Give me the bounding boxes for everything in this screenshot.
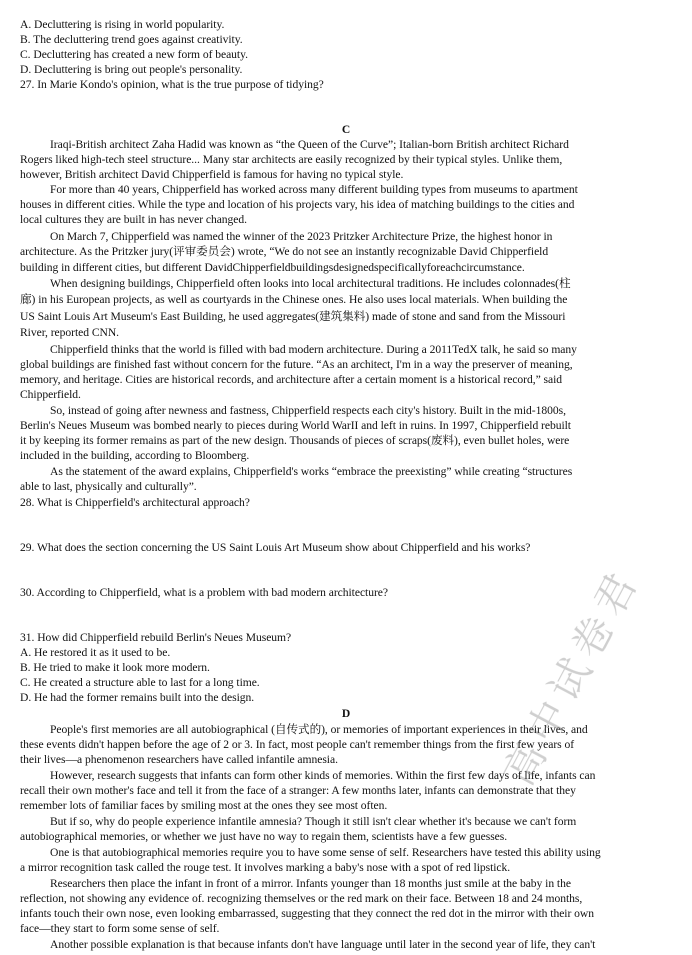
c-para-line: As the statement of the award explains, Chipperfield's works “embrace the preexisting” while creating “structures xyxy=(50,465,573,478)
c-para-line: however, British architect David Chipperfield is famous for having no typical style. xyxy=(20,168,404,181)
d-para-line: infants touch their own nose, even looking embarrassed, suggesting that they connect the red dot in the mirror with their own xyxy=(20,907,594,920)
c-para-line: US Saint Louis Art Museum's East Building, he used aggregates(建筑集料) made of stone and sand from the Missouri xyxy=(20,310,566,323)
d-para-line: People's first memories are all autobiographical (自传式的), or memories of important experiences in their lives, and xyxy=(50,723,588,736)
q31-option-b: B. He tried to make it look more modern. xyxy=(20,661,210,674)
c-para-line: Iraqi-British architect Zaha Hadid was known as “the Queen of the Curve”; Italian-born British architect Richard xyxy=(50,138,569,151)
c-para-line: For more than 40 years, Chipperfield has worked across many different building types from museums to apartment xyxy=(50,183,578,196)
d-para-line: Another possible explanation is that because infants don't have language until later in the second year of life, they can't xyxy=(50,938,596,951)
d-para-line: face—they start to form some sense of self. xyxy=(20,922,220,935)
c-para-line: included in the building, according to Bloomberg. xyxy=(20,449,250,462)
c-para-line: building in different cities, but different DavidChipperfieldbuildingsdesignedspecificallyforeachcircumstance. xyxy=(20,261,525,274)
watermark-text: 高中试卷君 xyxy=(495,559,650,793)
q31-option-c: C. He created a structure able to last for a long time. xyxy=(20,676,260,689)
c-para-line: architecture. As the Pritzker jury(评审委员会) wrote, “We do not see an instantly recognizable David Chipperfield xyxy=(20,245,549,258)
d-para-line: remember lots of familiar faces by smiling most at the ones they see most often. xyxy=(20,799,388,812)
c-para-line: Chipperfield. xyxy=(20,388,81,401)
d-para-line: these events didn't happen before the age of 2 or 3. In fact, most people can't remember things from the first few years of xyxy=(20,738,575,751)
option-a: A. Decluttering is rising in world popularity. xyxy=(20,18,225,31)
d-para-line: reflection, not showing any evidence of. recognizing themselves or the red mark on their face. Between 18 and 24 months, xyxy=(20,892,583,905)
question-29-stem: 29. What does the section concerning the US Saint Louis Art Museum show about Chipperfield and his works? xyxy=(20,541,531,554)
c-para-line: Chipperfield thinks that the world is filled with bad modern architecture. During a 2011TedX talk, he said so many xyxy=(50,343,577,356)
c-para-line: it by keeping its former remains as part of the new design. Thousands of pieces of scraps(废料), even bullet holes, were xyxy=(20,434,570,447)
c-para-line: On March 7, Chipperfield was named the winner of the 2023 Pritzker Architecture Prize, the highest honor in xyxy=(50,230,553,243)
c-para-line: Berlin's Neues Museum was bombed nearly to pieces during World WarII and left in ruins. In 1997, Chipperfield rebuilt xyxy=(20,419,571,432)
c-para-line: houses in different cities. While the type and location of his projects vary, his idea of matching buildings to the cities and xyxy=(20,198,575,211)
c-para-line: Rogers liked high-tech steel structure... Many star architects are easily recognized by their typical styles. Unlike them, xyxy=(20,153,563,166)
option-d: D. Decluttering is bring out people's personality. xyxy=(20,63,243,76)
c-para-line: local cultures they are built in has never changed. xyxy=(20,213,247,226)
question-28-stem: 28. What is Chipperfield's architectural approach? xyxy=(20,496,250,509)
c-para-line: global buildings are finished fast without concern for the future. “As an architect, I'm in a way the preserver of meaning, xyxy=(20,358,573,371)
c-para-line: When designing buildings, Chipperfield often looks into local architectural traditions. He includes colonnades(柱 xyxy=(50,277,571,290)
question-30-stem: 30. According to Chipperfield, what is a problem with bad modern architecture? xyxy=(20,586,388,599)
d-para-line: One is that autobiographical memories require you to have some sense of self. Researchers have tested this ability using xyxy=(50,846,601,859)
c-para-line: So, instead of going after newness and fastness, Chipperfield respects each city's history. Built in the mid-1800s, xyxy=(50,404,566,417)
c-para-line: 廊) in his European projects, as well as courtyards in the Chinese ones. He also uses local materials. When building the xyxy=(20,293,568,306)
q31-option-d: D. He had the former remains built into the design. xyxy=(20,691,255,704)
c-para-line: able to last, physically and culturally”. xyxy=(20,480,197,493)
section-d-heading: D xyxy=(341,707,351,720)
d-para-line: recall their own mother's face and tell it from the face of a stranger: A few months later, infants can demonstrate that they xyxy=(20,784,576,797)
section-c-heading: C xyxy=(341,123,351,136)
option-b: B. The decluttering trend goes against creativity. xyxy=(20,33,243,46)
question-31-stem: 31. How did Chipperfield rebuild Berlin's Neues Museum? xyxy=(20,631,292,644)
d-para-line: Researchers then place the infant in front of a mirror. Infants younger than 18 months just smile at the baby in the xyxy=(50,877,571,890)
c-para-line: River, reported CNN. xyxy=(20,326,119,339)
d-para-line: However, research suggests that infants can form other kinds of memories. Within the first few days of life, infants can xyxy=(50,769,596,782)
d-para-line: their lives—a phenomenon researchers have called infantile amnesia. xyxy=(20,753,338,766)
d-para-line: But if so, why do people experience infantile amnesia? Though it still isn't clear whether it's because we can't form xyxy=(50,815,577,828)
question-27-stem: 27. In Marie Kondo's opinion, what is the true purpose of tidying? xyxy=(20,78,324,91)
d-para-line: a mirror recognition task called the rouge test. It involves marking a baby's nose with a spot of red lipstick. xyxy=(20,861,511,874)
c-para-line: memory, and heritage. Cities are historical records, and architecture after a certain moment is a historical record,” said xyxy=(20,373,563,386)
d-para-line: autobiographical memories, or whether we just have no way to regain them, scientists have a few guesses. xyxy=(20,830,508,843)
option-c: C. Decluttering has created a new form of beauty. xyxy=(20,48,248,61)
q31-option-a: A. He restored it as it used to be. xyxy=(20,646,171,659)
